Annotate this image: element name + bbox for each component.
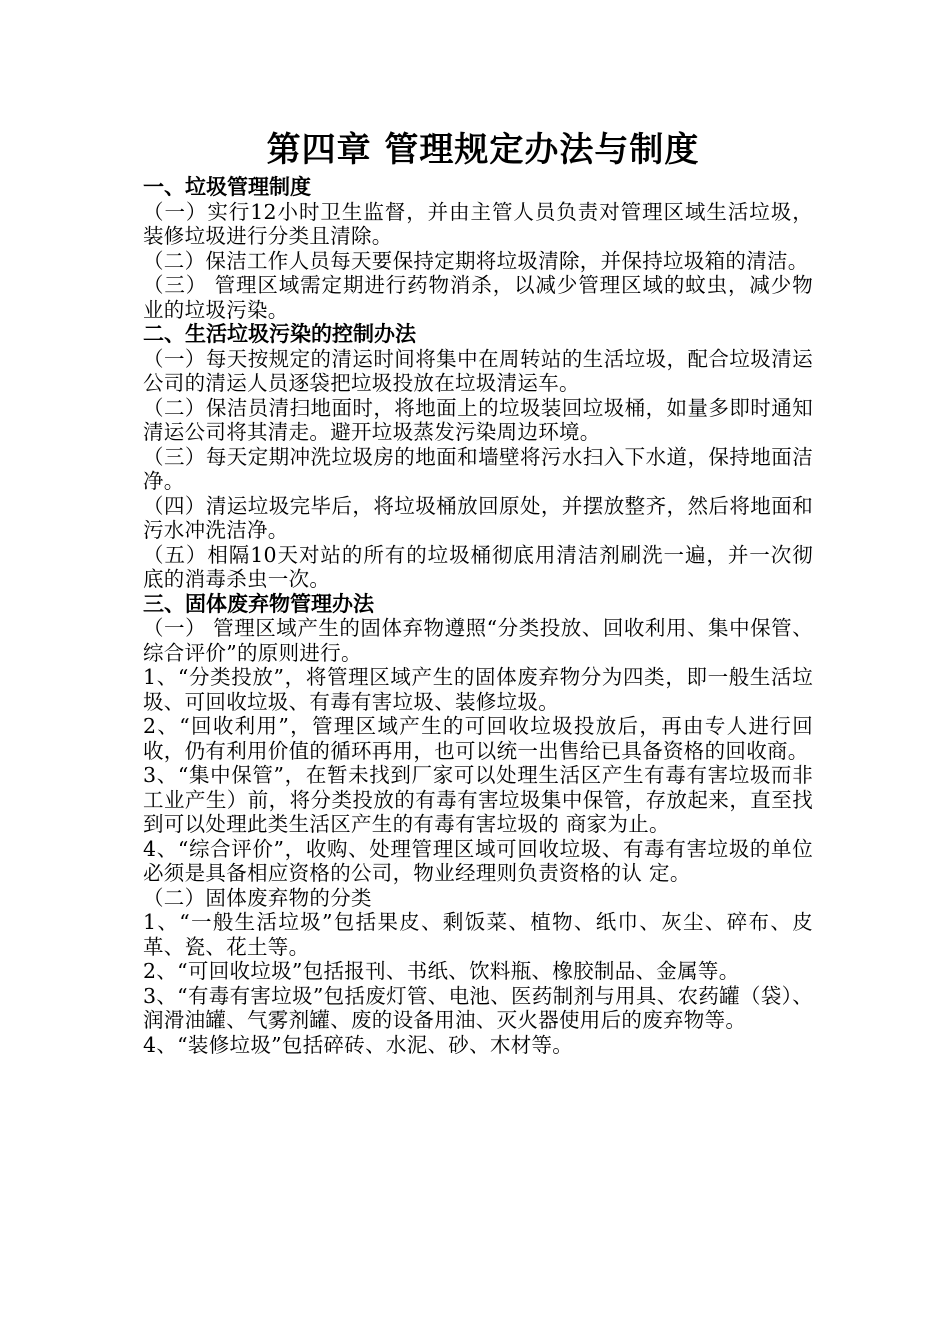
- paragraph: 2、“回收利用”，管理区域产生的可回收垃圾投放后，再由专人进行回收，仍有利用价值的循环再用，也可以统一出售给已具备资格的回收商。: [143, 714, 813, 763]
- paragraph: （五）相隔10天对站的所有的垃圾桶彻底用清洁剂刷洗一遍，并一次彻底的消毒杀虫一次。: [143, 542, 813, 591]
- section-garbage-management: [143, 175, 813, 322]
- paragraph: （二）保洁员清扫地面时，将地面上的垃圾装回垃圾桶，如量多即时通知清运公司将其清走。避开垃圾蒸发污染周边环境。: [143, 395, 813, 444]
- paragraph: （一）实行12小时卫生监督，并由主管人员负责对管理区域生活垃圾，装修垃圾进行分类且清除。: [143, 199, 813, 248]
- paragraph: 1、“一般生活垃圾”包括果皮、剩饭菜、植物、纸巾、灰尘、碎布、皮革、瓷、花土等。: [143, 910, 813, 959]
- paragraph: （一）每天按规定的清运时间将集中在周转站的生活垃圾，配合垃圾清运公司的清运人员逐袋把垃圾投放在垃圾清运车。: [143, 346, 813, 395]
- paragraph: （二）保洁工作人员每天要保持定期将垃圾清除，并保持垃圾箱的清洁。: [143, 248, 809, 273]
- paragraph: 2、“可回收垃圾”包括报刊、书纸、饮料瓶、橡胶制品、金属等。: [143, 959, 740, 983]
- paragraph: （三）每天定期冲洗垃圾房的地面和墙壁将污水扫入下水道，保持地面洁净。: [143, 444, 813, 493]
- paragraph: 4、“综合评价”，收购、处理管理区域可回收垃圾、有毒有害垃圾的单位必须是具备相应资格的公司，物业经理则负责资格的认 定。: [143, 836, 813, 885]
- section-pollution-control: [143, 322, 813, 592]
- paragraph: 1、“分类投放”，将管理区域产生的固体废弃物分为四类，即一般生活垃圾、可回收垃圾、有毒有害垃圾、装修垃圾。: [143, 665, 813, 714]
- section-heading: 三、固体废弃物管理办法: [143, 590, 374, 616]
- paragraph: （四）清运垃圾完毕后，将垃圾桶放回原处，并摆放整齐，然后将地面和污水冲洗洁净。: [143, 493, 813, 542]
- document-page: [143, 125, 813, 1057]
- paragraph: 4、“装修垃圾”包括碎砖、水泥、砂、木材等。: [143, 1032, 574, 1057]
- paragraph: （一） 管理区域产生的固体弃物遵照“分类投放、回收利用、集中保管、综合评价”的原则进行。: [143, 616, 813, 665]
- section-solid-waste: [143, 592, 813, 1058]
- section-heading: 二、生活垃圾污染的控制办法: [143, 321, 416, 346]
- paragraph: （二）固体废弃物的分类: [143, 885, 372, 910]
- section-heading: 一、垃圾管理制度: [143, 174, 311, 199]
- paragraph: 3、“有毒有害垃圾”包括废灯管、电池、医药制剂与用具、农药罐（袋）、润滑油罐、气雾剂罐、废的设备用油、灭火器使用后的废弃物等。: [143, 983, 813, 1032]
- paragraph: （三） 管理区域需定期进行药物消杀，以减少管理区域的蚊虫，减少物业的垃圾污染。: [143, 273, 813, 322]
- page-title: 第四章 管理规定办法与制度: [266, 130, 700, 170]
- paragraph: 3、“集中保管”，在暂未找到厂家可以处理生活区产生有毒有害垃圾而非工业产生）前，将分类投放的有毒有害垃圾集中保管，存放起来，直至找到可以处理此类生活区产生的有毒有害垃圾的 商家为止。: [143, 763, 813, 836]
